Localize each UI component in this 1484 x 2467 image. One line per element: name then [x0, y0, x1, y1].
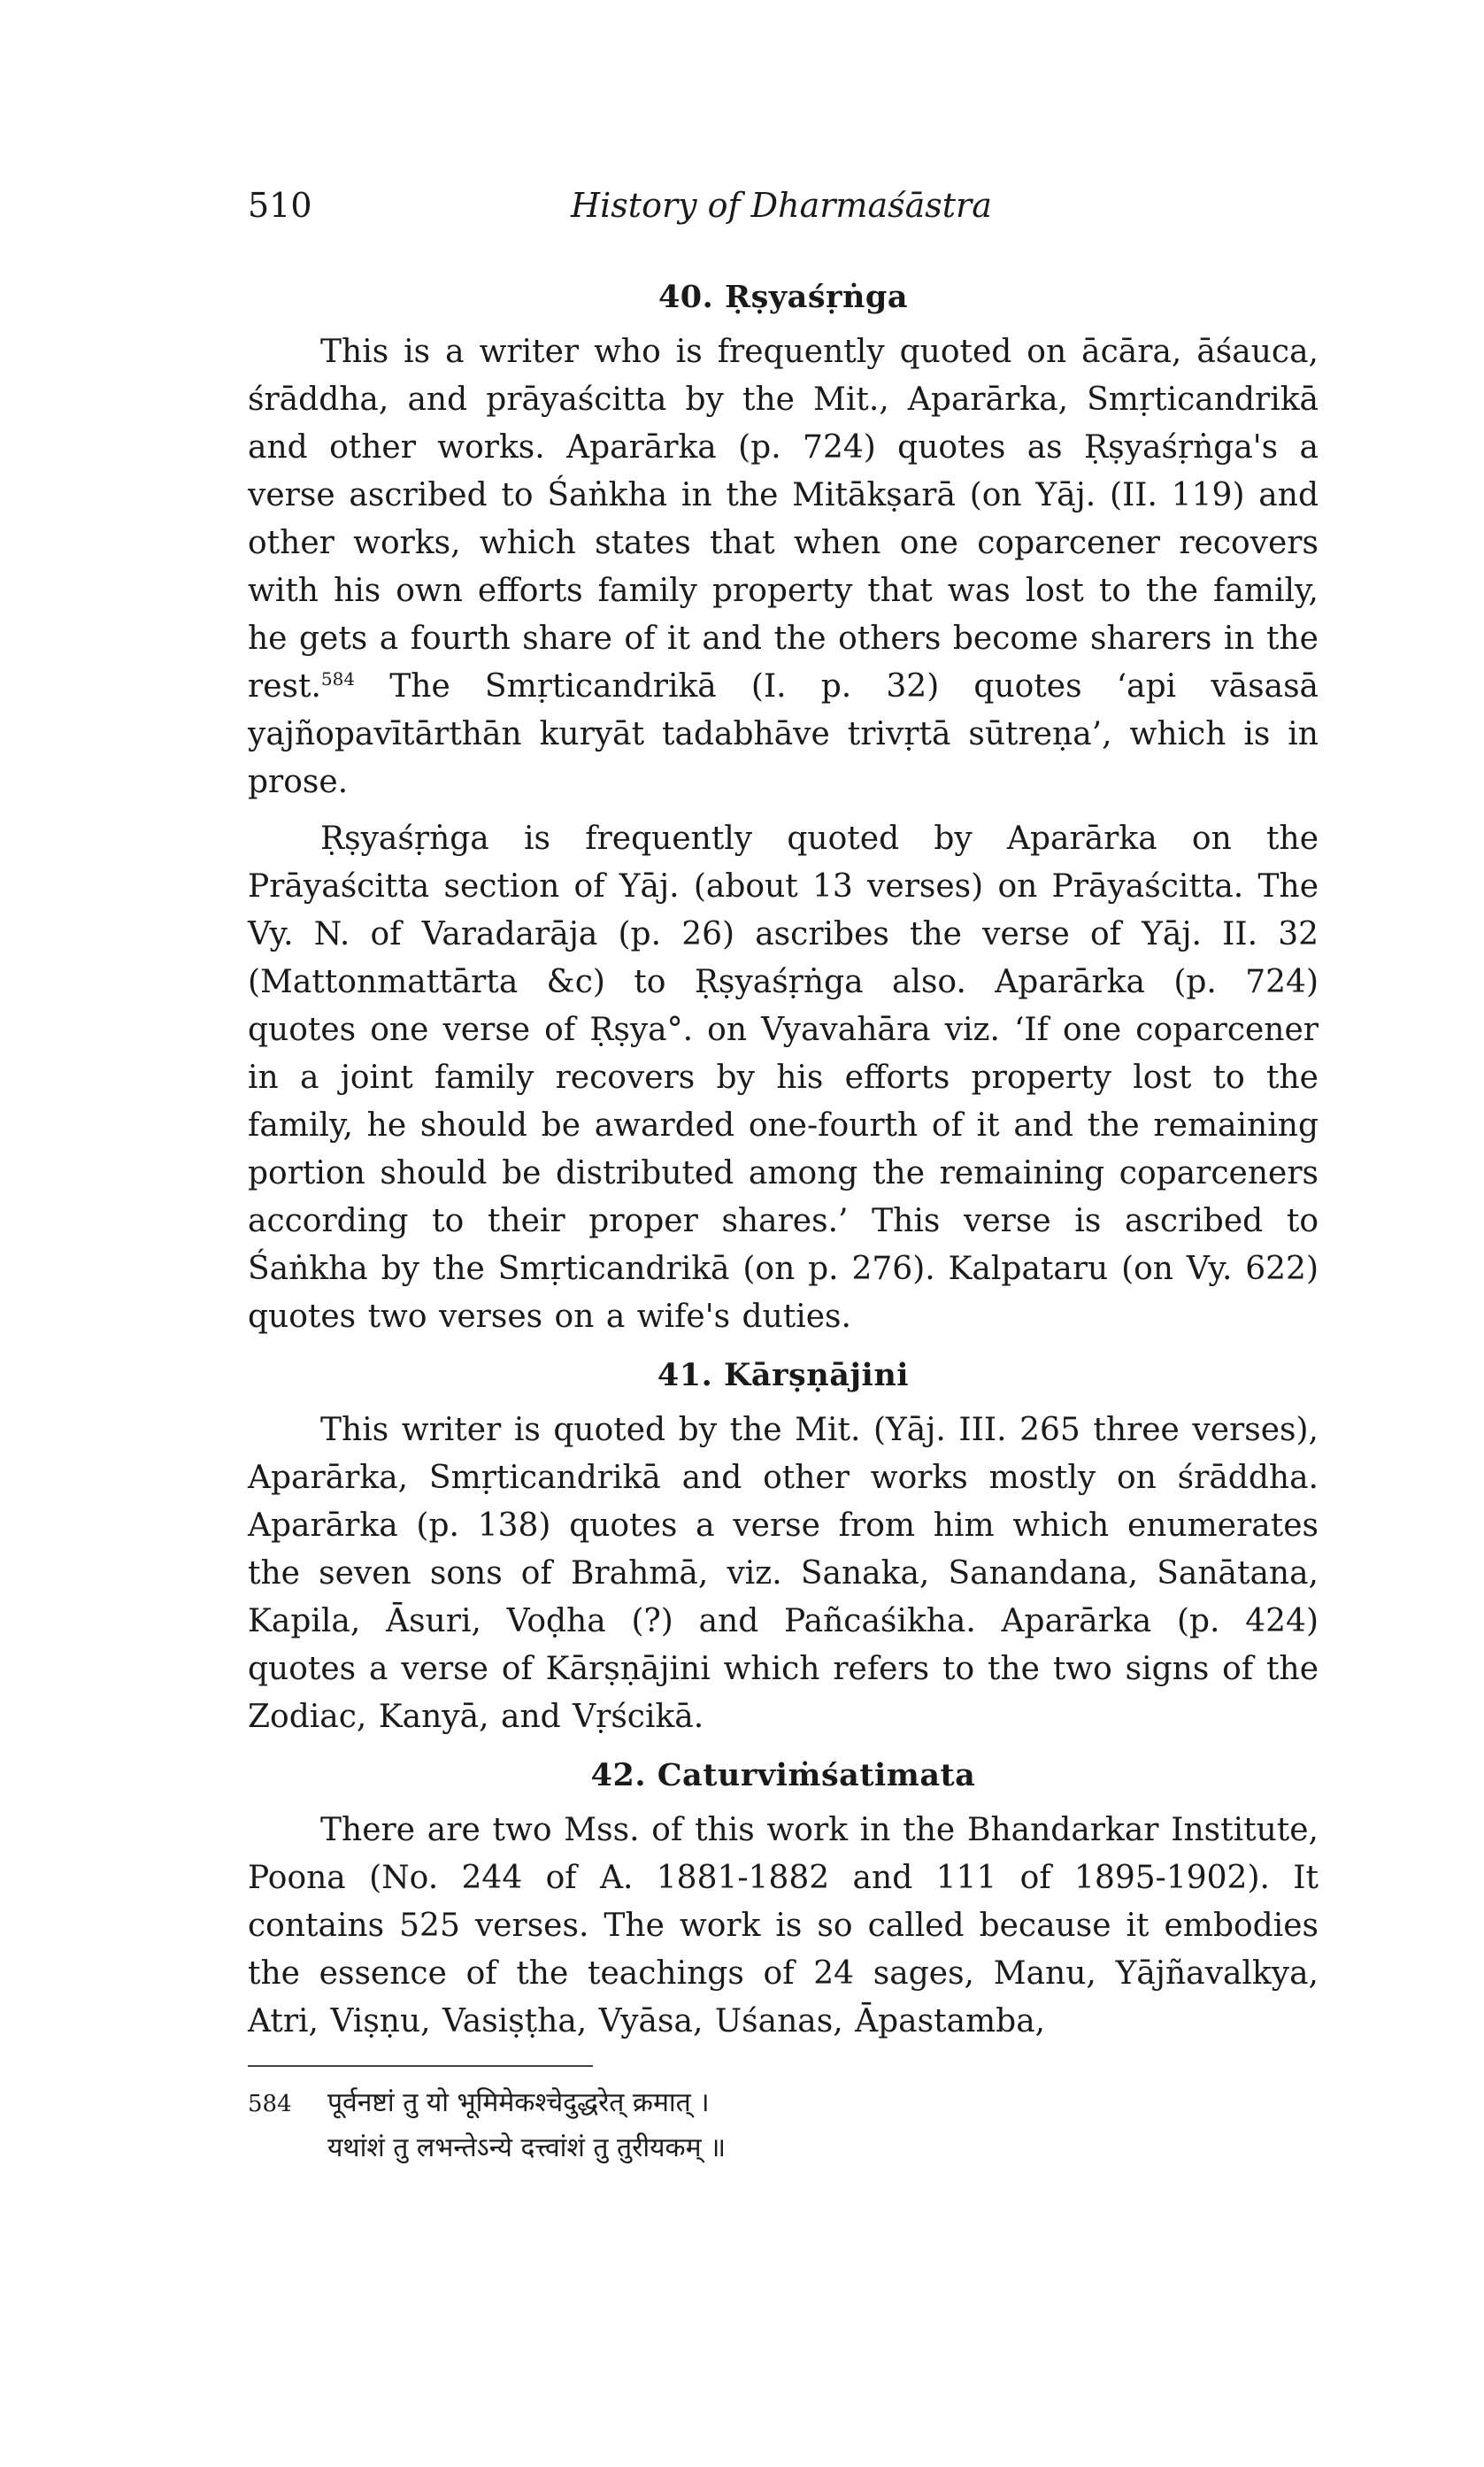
section-heading-42: 42. Caturviṁśatimata — [590, 1757, 976, 1793]
page-number: 510 — [248, 186, 312, 225]
section-heading-40: 40. Ṛṣyaśṛṅga — [657, 279, 909, 315]
paragraph-rsyasrnga-1 — [248, 328, 1319, 806]
footnote-reference[interactable]: 584 — [320, 668, 356, 690]
paragraph-text: The Smṛticandrikā (I. p. 32) quotes ‘api vāsasā yajñopavītārthān kuryāt tadabhāve trivṛtā sūtreṇa’, which is in prose. — [248, 668, 1319, 800]
footnote-number: 584 — [248, 2091, 292, 2117]
footnote-584 — [248, 2081, 1319, 2170]
footnote-divider — [248, 2065, 593, 2067]
paragraph-caturvimsatimata: There are two Mss. of this work in the Bhandarkar Institute, Poona (No. 244 of A. 1881-1882 and 111 of 1895-1902). It contains 525 verses. The work is so called because it embodies the essence of the teachings of 24 sages, Manu, Yājñavalkya, Atri, Viṣṇu, Vasiṣṭha, Vyāsa, Uśanas, Āpastamba, — [248, 1812, 1319, 2039]
paragraph-karsnajini: This writer is quoted by the Mit. (Yāj. III. 265 three verses), Aparārka, Smṛticandrikā and other works mostly on śrāddha. Aparārka (p. 138) quotes a verse from him which enumerates the seven sons of Brahmā, viz. Sanaka, Sanandana, Sanātana, Kapila, Āsuri, Voḍha (?) and Pañcaśikha. Aparārka (p. 424) quotes a verse of Kārṣṇājini which refers to the two signs of the Zodiac, Kanyā, and Vṛścikā. — [248, 1412, 1319, 1735]
paragraph-rsyasrnga-2: Ṛṣyaśṛṅga is frequently quoted by Aparārka on the Prāyaścitta section of Yāj. (about 13 verses) on Prāyaścitta. The Vy. N. of Varadarāja (p. 26) ascribes the verse of Yāj. II. 32 (Mattonmattārta &c) to Ṛṣyaśṛṅga also. Aparārka (p. 724) quotes one verse of Ṛṣya°. on Vyavahāra viz. ‘If one coparcener in a joint family recovers by his efforts property lost to the family, he should be awarded one-fourth of it and the remaining portion should be distributed among the remaining coparceners according to their proper shares.’ This verse is ascribed to Śaṅkha by the Smṛticandrikā (on p. 276). Kalpataru (on Vy. 622) quotes two verses on a wife's duties. — [248, 821, 1319, 1335]
footnote-line-1 — [248, 2081, 1319, 2126]
running-head — [248, 186, 1319, 239]
running-title: History of Dharmaśāstra — [571, 186, 992, 225]
footnote-sanskrit-text: पूर्वनष्टां तु यो भूमिमेकश्चेदुद्धरेत् क्रमात् । — [327, 2087, 710, 2118]
page-body — [248, 270, 1319, 2170]
paragraph-text: This is a writer who is frequently quoted on ācāra, āśauca, śrāddha, and prāyaścitta by the Mit., Aparārka, Smṛticandrikā and other works. Aparārka (p. 724) quotes as Ṛṣyaśṛṅga's a verse ascribed to Śaṅkha in the Mitākṣarā (on Yāj. (II. 119) and other works, which states that when one coparcener recovers with his own efforts family property that was lost to the family, he gets a fourth share of it and the others become sharers in the rest. — [248, 334, 1319, 705]
footnote-line-2: यथांशं तु लभन्तेऽन्ये दत्त्वांशं तु तुरीयकम् ॥ — [327, 2132, 727, 2163]
section-heading-41: 41. Kārṣṇājini — [657, 1357, 910, 1393]
